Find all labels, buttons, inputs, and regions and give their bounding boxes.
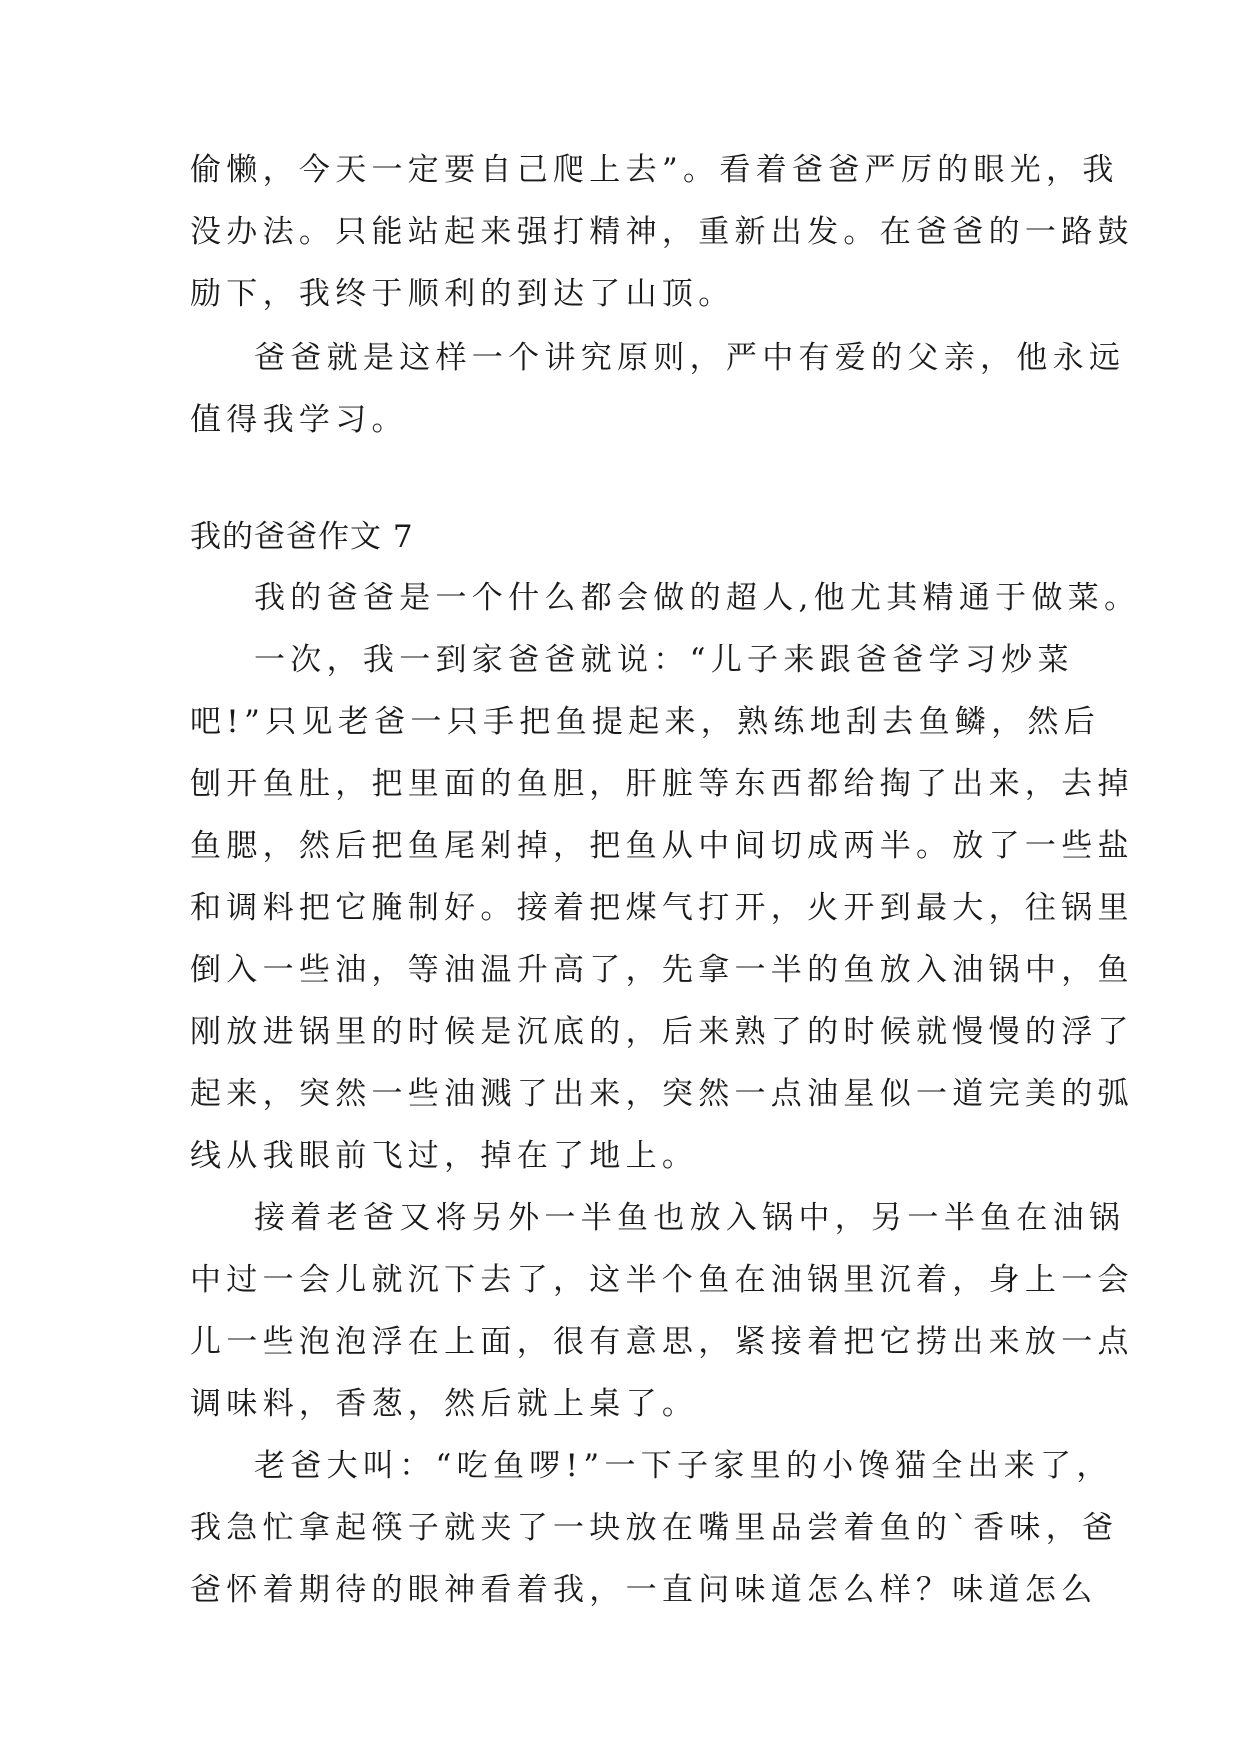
text-line: 没办法。只能站起来强打精神，重新出发。在爸爸的一路鼓 (190, 214, 1134, 250)
text-line: 儿一些泡泡浮在上面，很有意思，紧接着把它捞出来放一点 (190, 1324, 1134, 1360)
paragraph-first-line: 接着老爸又将另外一半鱼也放入锅中，另一半鱼在油锅 (254, 1200, 1126, 1236)
text-line: 值得我学习。 (190, 402, 408, 438)
text-line: 偷懒，今天一定要自己爬上去”。看着爸爸严厉的眼光，我 (190, 152, 1119, 188)
text-line: 和调料把它腌制好。接着把煤气打开，火开到最大，往锅里 (190, 890, 1134, 926)
text-line: 励下，我终于顺利的到达了山顶。 (190, 276, 735, 312)
text-line: 刚放进锅里的时候是沉底的，后来熟了的时候就慢慢的浮了 (190, 1014, 1134, 1050)
text-line: 线从我眼前飞过，掉在了地上。 (190, 1138, 699, 1174)
text-line: 倒入一些油，等油温升高了，先拿一半的鱼放入油锅中，鱼 (190, 952, 1134, 988)
text-line: 调味料，香葱，然后就上桌了。 (190, 1386, 699, 1422)
paragraph-first-line: 老爸大叫：“吃鱼啰!”一下子家里的小馋猫全出来了， (254, 1448, 1113, 1484)
paragraph-first-line: 我的爸爸是一个什么都会做的超人,他尤其精通于做菜。 (254, 580, 1141, 616)
article-heading: 我的爸爸作文 7 (190, 519, 414, 555)
text-line: 中过一会儿就沉下去了，这半个鱼在油锅里沉着，身上一会 (190, 1262, 1134, 1298)
paragraph-first-line: 一次，我一到家爸爸就说：“儿子来跟爸爸学习炒菜 (254, 642, 1074, 678)
paragraph-first-line: 爸爸就是这样一个讲究原则，严中有爱的父亲，他永远 (254, 340, 1126, 376)
text-line: 起来，突然一些油溅了出来，突然一点油星似一道完美的弧 (190, 1076, 1134, 1112)
text-line: 爸怀着期待的眼神看着我，一直问味道怎么样？味道怎么 (190, 1572, 1098, 1608)
text-line: 刨开鱼肚，把里面的鱼胆，肝脏等东西都给掏了出来，去掉 (190, 766, 1134, 802)
text-line: 我急忙拿起筷子就夹了一块放在嘴里品尝着鱼的`香味，爸 (190, 1510, 1119, 1546)
text-line: 吧!”只见老爸一只手把鱼提起来，熟练地刮去鱼鳞，然后 (190, 704, 1101, 740)
text-line: 鱼腮，然后把鱼尾剁掉，把鱼从中间切成两半。放了一些盐 (190, 828, 1134, 864)
